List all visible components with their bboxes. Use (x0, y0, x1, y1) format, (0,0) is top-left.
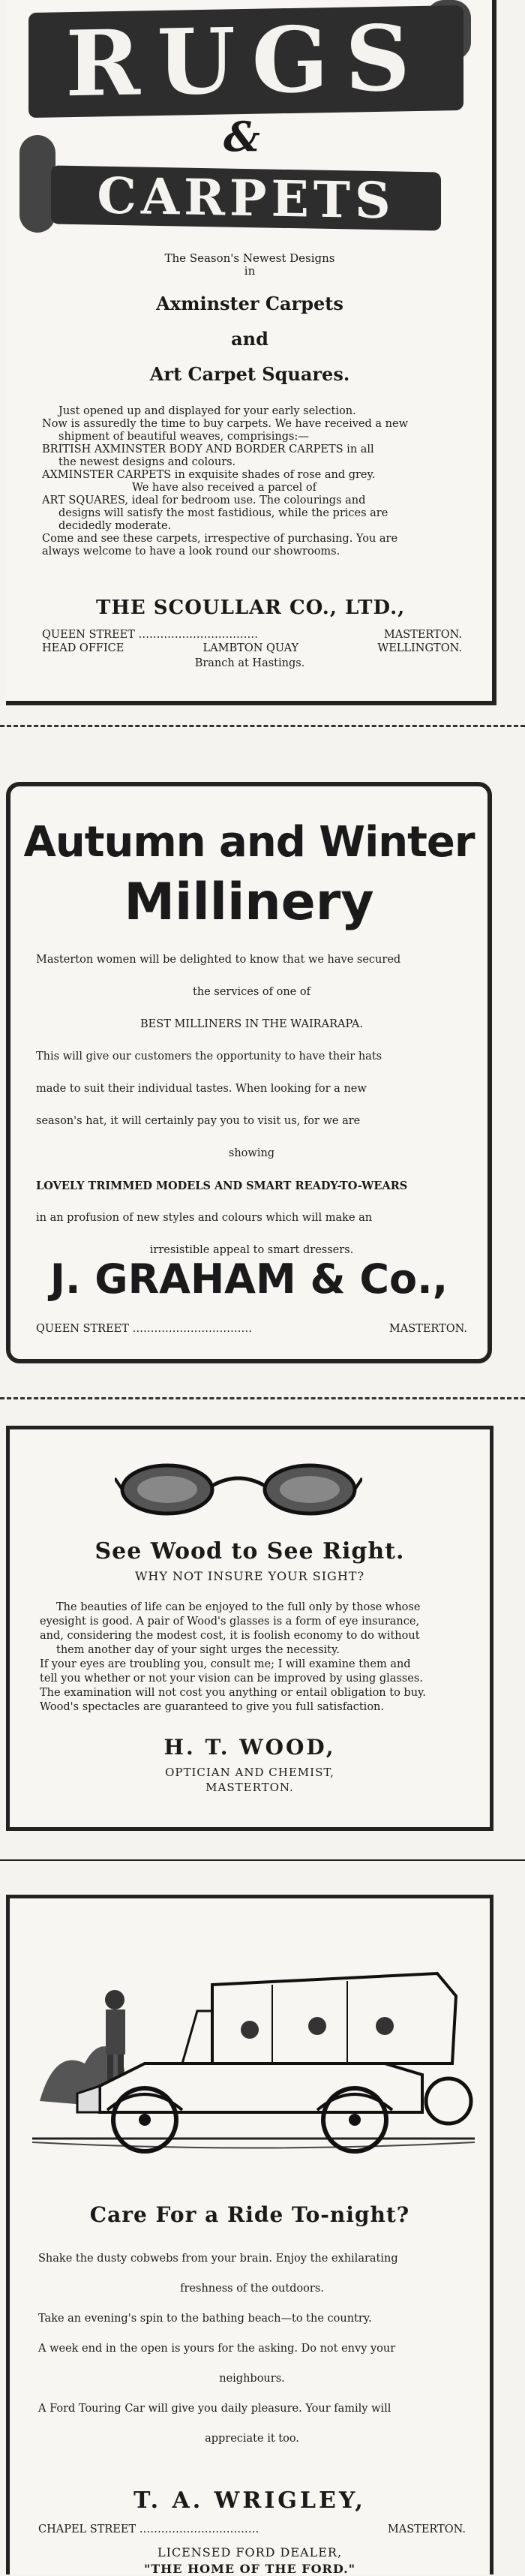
millinery-line: Masterton women will be delighted to know that we have secured (36, 954, 401, 966)
millinery-line: the services of one of (193, 986, 310, 998)
masterton-town: MASTERTON. (388, 1323, 467, 1335)
millinery-body-text (36, 944, 467, 1267)
column-divider (0, 1859, 525, 1861)
lambton-quay: LAMBTON QUAY (202, 642, 299, 654)
rugs-line: the newest designs and colours. (58, 456, 236, 468)
product-art-squares: Art Carpet Squares. (149, 363, 350, 385)
rugs-carpets-advertisement (6, 0, 496, 705)
wellington-town: WELLINGTON. (377, 642, 462, 654)
ford-line: A Ford Touring Car will give you daily pleasure. Your family will (38, 2403, 392, 2415)
rugs-line: decidedly moderate. (58, 520, 172, 532)
in-line: in (244, 264, 256, 278)
column-divider (0, 1397, 525, 1399)
ford-line: Shake the dusty cobwebs from your brain. Enjoy the exhilarating (38, 2253, 398, 2265)
wrigley-name: T. A. WRIGLEY, (134, 2487, 366, 2514)
wood-line: eyesight is good. A pair of Wood's glasses is a form of eye insurance, (40, 1616, 420, 1628)
wood-town: MASTERTON. (206, 1781, 294, 1794)
queen-street: QUEEN STREET …………………………… (36, 1323, 253, 1335)
rugs-line: designs will satisfy the most fastidious, while the prices are (58, 507, 388, 519)
spectacles-illustration (115, 1456, 362, 1523)
product-axminster: Axminster Carpets (156, 293, 344, 314)
rugs-line: shipment of beautiful weaves, comprisings:— (58, 431, 309, 443)
ford-body-text (38, 2244, 466, 2454)
touring-car-illustration (32, 1913, 475, 2172)
rugs-line: Now is assuredly the time to buy carpets. We have received a new (42, 418, 408, 430)
chapel-street: CHAPEL STREET …………………………… (38, 2523, 260, 2535)
rugs-line: ART SQUARES, ideal for bedroom use. The colourings and (42, 494, 366, 506)
rugs-line: BRITISH AXMINSTER BODY AND BORDER CARPETS in all (42, 443, 374, 455)
millinery-advertisement (6, 782, 492, 1363)
column-divider (0, 725, 525, 727)
scoullar-firm-name: THE SCOULLAR CO., LTD., (96, 597, 406, 619)
rugs-line: Just opened up and displayed for your early selection. (58, 405, 356, 417)
wood-subheading: WHY NOT INSURE YOUR SIGHT? (134, 1569, 365, 1583)
wood-line: Wood's spectacles are guaranteed to give you full satisfaction. (40, 1701, 385, 1713)
millinery-heading-2: Millinery (124, 873, 374, 932)
ford-line: freshness of the outdoors. (180, 2283, 324, 2295)
wood-optician-advertisement (6, 1426, 494, 1831)
wood-line: The beauties of life can be enjoyed to the full only by those whose (56, 1601, 421, 1613)
rugs-line: always welcome to have a look round our showrooms. (42, 546, 340, 558)
ford-heading: Care For a Ride To-night? (89, 2202, 410, 2227)
graham-address-row (36, 1323, 467, 1335)
millinery-line: in an profusion of new styles and colours which will make an (36, 1212, 373, 1224)
queen-street-row (42, 629, 462, 641)
ford-line: appreciate it too. (205, 2433, 299, 2445)
millinery-line: season's hat, it will certainly pay you to visit us, for we are (36, 1115, 361, 1127)
ford-advertisement (6, 1895, 494, 2574)
season-line: The Season's Newest Designs (164, 251, 335, 265)
queen-street: QUEEN STREET …………………………… (42, 629, 259, 641)
head-office: HEAD OFFICE (42, 642, 124, 654)
millinery-line: BEST MILLINERS IN THE WAIRARAPA. (140, 1018, 363, 1030)
millinery-line: made to suit their individual tastes. When looking for a new (36, 1083, 367, 1095)
ford-line: Take an evening's spin to the bathing beach—to the country. (38, 2313, 372, 2325)
branch-line: Branch at Hastings. (194, 657, 305, 669)
wood-line: and, considering the modest cost, it is foolish economy to do without (40, 1630, 420, 1642)
carpets-banner-title: CARPETS (51, 165, 441, 230)
masterton-town: MASTERTON. (387, 2523, 466, 2535)
wood-line: If your eyes are troubling you, consult me; I will examine them and (40, 1658, 411, 1670)
wood-title: OPTICIAN AND CHEMIST, (165, 1766, 334, 1779)
rugs-line: We have also received a parcel of (132, 482, 317, 494)
millinery-line: This will give our customers the opportunity to have their hats (36, 1051, 382, 1063)
and-line: and (231, 328, 268, 350)
masterton-town: MASTERTON. (383, 629, 462, 641)
millinery-line: irresistible appeal to smart dressers. (149, 1244, 354, 1256)
wood-line: The examination will not cost you anything or entail obligation to buy. (40, 1687, 426, 1699)
wood-body-text (40, 1601, 464, 1715)
rugs-banner-title: RUGS (28, 5, 464, 118)
wood-line: tell you whether or not your vision can be improved by using glasses. (40, 1673, 423, 1685)
millinery-heading-1: Autumn and Winter (23, 818, 475, 867)
wrigley-address-row (38, 2523, 466, 2535)
ford-tagline: "THE HOME OF THE FORD." (143, 2562, 356, 2576)
ford-dealer-line: LICENSED FORD DEALER, (157, 2545, 343, 2559)
scroll-ornament-left (20, 135, 56, 233)
rugs-line: AXMINSTER CARPETS in exquisite shades of rose and grey. (42, 469, 376, 481)
ford-line: A week end in the open is yours for the asking. Do not envy your (38, 2343, 396, 2355)
wood-heading: See Wood to See Right. (94, 1538, 405, 1565)
head-office-row (42, 642, 462, 654)
millinery-line: showing (228, 1147, 275, 1159)
wood-line: them another day of your sight urges the necessity. (56, 1644, 340, 1656)
graham-firm-name: J. GRAHAM & Co., (50, 1255, 448, 1303)
rugs-line: Come and see these carpets, irrespective of purchasing. You are (42, 533, 398, 545)
ampersand: & (224, 113, 260, 161)
millinery-line: LOVELY TRIMMED MODELS AND SMART READY-TO-WEARS (36, 1180, 408, 1192)
wood-name: H. T. WOOD, (164, 1735, 336, 1760)
rugs-body-text (42, 405, 462, 558)
ford-line: neighbours. (219, 2373, 285, 2385)
